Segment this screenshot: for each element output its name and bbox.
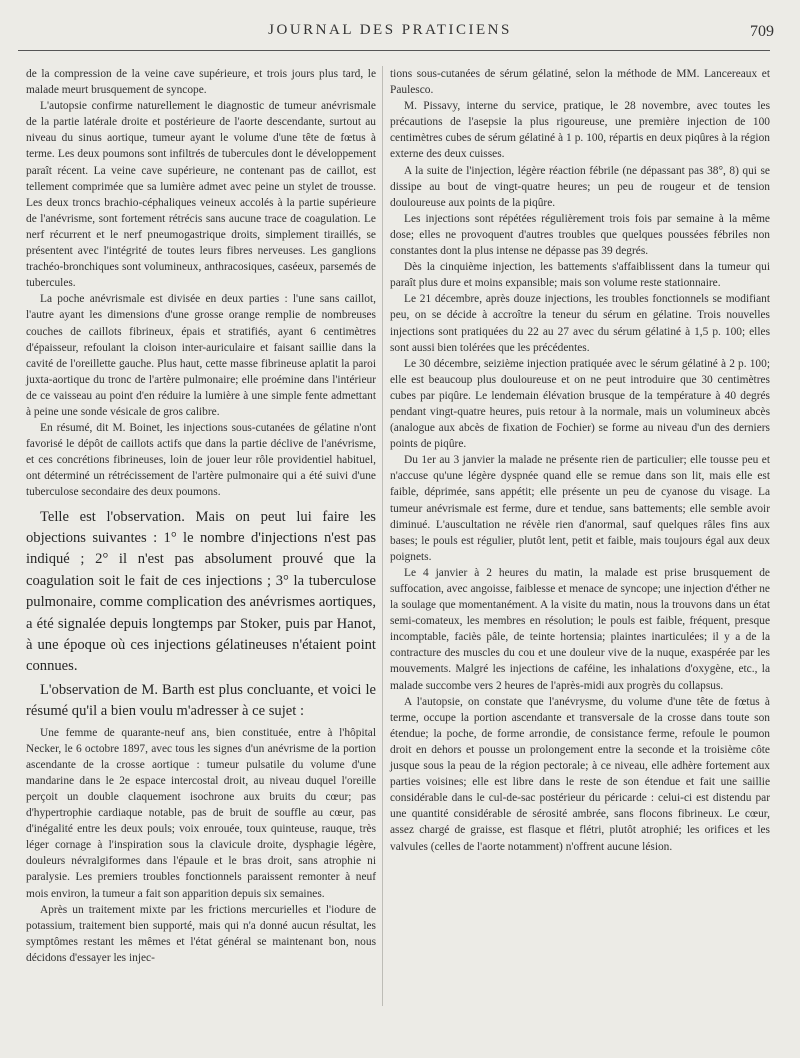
right-paragraph: Les injections sont répétées régulièrement trois fois par semaine à la même dose; elles ne provoquent d'autres troubles que quelques poussées fébriles non constantes dont la plus intense ne dépasse pas 39 degrés. — [390, 212, 770, 258]
right-paragraph: A la suite de l'injection, légère réaction fébrile (ne dépassant pas 38°, 8) qui se dissipe au bout de vingt-quatre heures; un peu de rougeur et de tension douloureuse aux points de la piqûre. — [390, 164, 770, 209]
left-paragraph: La poche anévrismale est divisée en deux parties : l'une sans caillot, l'autre ayant les dimensions d'une grosse orange remplie de nombreuses couches de caillots fibrineux, épais et stratifiés, ayant 6 centimètres d'épaisseur, refoulant la cloison inter-auriculaire et faisant saillie dans la cavité de l'oreillette gauche. Plus haut, cette masse fibrineuse aplatit la paroi juxta-aortique du tronc de l'artère pulmonaire; elle proémine dans l'intérieur de ce vaisseau au point d'en réduire la lumière à une simple fente admettant à peine une sonde vésicale de gros calibre. — [26, 293, 376, 418]
commentary-paragraph: L'observation de M. Barth est plus concluante, et voici le résumé qu'il a bien voulu m'adresser à ce sujet : — [26, 681, 376, 720]
journal-title: JOURNAL DES PRATICIENS — [268, 22, 512, 38]
left-column — [26, 66, 376, 966]
right-paragraph: A l'autopsie, on constate que l'anévrysme, du volume d'une tête de fœtus à terme, occupe la portion ascendante et transversale de la crosse dans toute son étendue; la poche, de forme arrondie, de consistance ferme, refoule le poumon droit en dehors et pousse un prolongement entre la seconde et la troisième côte jusque sous la peau de la région pectorale; à ce niveau, elle adhère fortement aux parties voisines; elle est libre dans le reste de son étendue et fait une saillie considérable dans le cul-de-sac postérieur du péricarde : celui-ci est distendu par une quantité considérable de sérosité ambrée, sans flocons fibrineux. Le cœur, assez chargé de graisse, est flasque et flétri, plutôt atrophié; les orifices et les valvules (celles de l'aorte notamment) n'offrent aucune lésion. — [390, 695, 770, 853]
left-paragraph: En résumé, dit M. Boinet, les injections sous-cutanées de gélatine n'ont favorisé le dépôt de caillots actifs que dans la partie déclive de l'anévrisme, et ces concrétions fibrineuses, loin de jouer leur rôle providentiel habituel, ont déterminé un rétrécissement de l'artère pulmonaire qui a été suivi d'une tuberculose secondaire des deux poumons. — [26, 422, 376, 499]
running-header — [0, 22, 800, 46]
right-paragraph: M. Pissavy, interne du service, pratique, le 28 novembre, avec toutes les précautions de l'asepsie la plus rigoureuse, une première injection de 100 centimètres cubes de sérum gélatiné à 1 p. 100, répartis en deux piqûres à la région externe des deux cuisses. — [390, 100, 770, 161]
commentary-paragraph: Telle est l'observation. Mais on peut lui faire les objections suivantes : 1° le nombre d'injections n'est pas indiqué ; 2° il n'est pas absolument prouvé que la coagulation soit le fait de ces injections ; 3° la tuberculose pulmonaire, comme complication des anévrismes aortiques, a été signalée depuis longtemps par Stoker, puis par Hanot, à une époque où ces injections gélatineuses n'étaient point connues. — [26, 508, 376, 675]
column-divider — [382, 66, 383, 1006]
right-paragraph: Le 21 décembre, après douze injections, les troubles fonctionnels se modifiant peu, on se décide à accroître la teneur du sérum en gélatine. Trois nouvelles injections sont pratiquées du 22 au 27 avec du sérum gélatiné à 1,5 p. 100; elles sont aussi bien tolérées que les précédentes. — [390, 293, 770, 354]
right-paragraph: Dès la cinquième injection, les battements s'affaiblissent dans la tumeur qui paraît plus dure et moins expansible; mais son volume reste stationnaire. — [390, 261, 770, 290]
case-paragraph: Après un traitement mixte par les frictions mercurielles et l'iodure de potassium, traitement bien supporté, mais qui n'a donné aucun résultat, les symptômes restant les mêmes et l'état général se maintenant bon, nous décidons d'essayer les injec- — [26, 903, 376, 964]
page-number: 709 — [750, 23, 774, 40]
right-paragraph: Le 30 décembre, seizième injection pratiquée avec le sérum gélatiné à 2 p. 100; elle est beaucoup plus douloureuse et on ne peut introduire que 30 centimètres cubes par piqûre. Le lendemain élévation brusque de la température à 40 degrés pendant vingt-quatre heures, puis retour à la normale, mais un volumineux abcès (analogue aux abcès de fixation de Fochier) se forme au niveau d'un des derniers points de piqûre. — [390, 357, 770, 451]
right-paragraph: tions sous-cutanées de sérum gélatiné, selon la méthode de MM. Lancereaux et Paulesco. — [390, 68, 770, 97]
right-paragraph: Du 1er au 3 janvier la malade ne présente rien de particulier; elle tousse peu et n'accuse qu'une légère dyspnée quand elle se remue dans son lit, mais elle est faible, déprimée, sans appétit; elle présente un peu de cyanose du visage. La tumeur anévrismale est ferme, dure et tendue, sans battements; elle semble avoir diminué. L'auscultation ne révèle rien d'anormal, sauf quelques râles fins aux bases; le pouls est régulier, plutôt lent, petit et faible, mais toujours égal aux deux poignets. — [390, 454, 770, 563]
left-paragraph: de la compression de la veine cave supérieure, et trois jours plus tard, le malade meurt brusquement de syncope. — [26, 68, 376, 97]
case-paragraph: Une femme de quarante-neuf ans, bien constituée, entre à l'hôpital Necker, le 6 octobre 1897, avec tous les signes d'un anévrisme de la portion ascendante de la crosse aortique : tumeur pulsatile du volume d'une mandarine dans le 2e espace intercostal droit, au niveau duquel l'oreille perçoit un double claquement isochrone aux bruits du cœur; pas d'hypertrophie cardiaque notable, pas de bruit de souffle au cœur, pas d'inégalité entre les deux pouls; voix enrouée, toux quinteuse, rauque, très léger cornage à l'inspiration sous la clavicule droite, dysphagie légère, douleurs névralgiformes dans l'épaule et le bras droit, sans atrophie ni paralysie. Les premiers troubles fonctionnels paraissent remonter à neuf mois environ, la tumeur a fait son apparition depuis six semaines. — [26, 726, 376, 900]
right-paragraph: Le 4 janvier à 2 heures du matin, la malade est prise brusquement de suffocation, avec angoisse, faiblesse et menace de syncope; une injection d'éther ne la soulage que momentanément. A la visite du matin, nous la trouvons dans un état semi-comateux, les membres en résolution; le pouls est faible, fréquent, presque incomptable, faciès pâle, de teinte hortensia; plaintes inarticulées; il y a de la contracture des muscles du cou et une douleur vive de la nuque, exaspérée par les mouvements. Malgré les injections de caféine, les inhalations d'oxygène, etc., la malade succombe vers 2 heures de l'après-midi aux progrès du collapsus. — [390, 566, 770, 692]
right-column — [390, 66, 770, 855]
left-paragraph: L'autopsie confirme naturellement le diagnostic de tumeur anévrismale de la partie latérale droite et postérieure de l'aorte descendante, surtout au niveau du sinus aortique, tumeur ayant le volume d'une tête de fœtus à terme. Les deux poumons sont infiltrés de tubercules dont le développement paraît récent. La veine cave supérieure, ne contenant pas de caillot, est tellement comprimée que sa lumière admet avec peine un stylet de trousse. Les deux troncs brachio-céphaliques veineux accolés à la partie supérieure de l'anévrisme, sont fortement rétrécis sans aucune trace de coagulation. Le nerf récurrent et le nerf pneumogastrique droits, simplement tiraillés, se présentent avec l'intégrité de toutes leurs fibres nerveuses. Les ganglions trachéo-bronchiques sont volumineux, anthracosiques, caséeux, parsemés de tubercules. — [26, 100, 376, 290]
header-rule — [18, 50, 770, 51]
